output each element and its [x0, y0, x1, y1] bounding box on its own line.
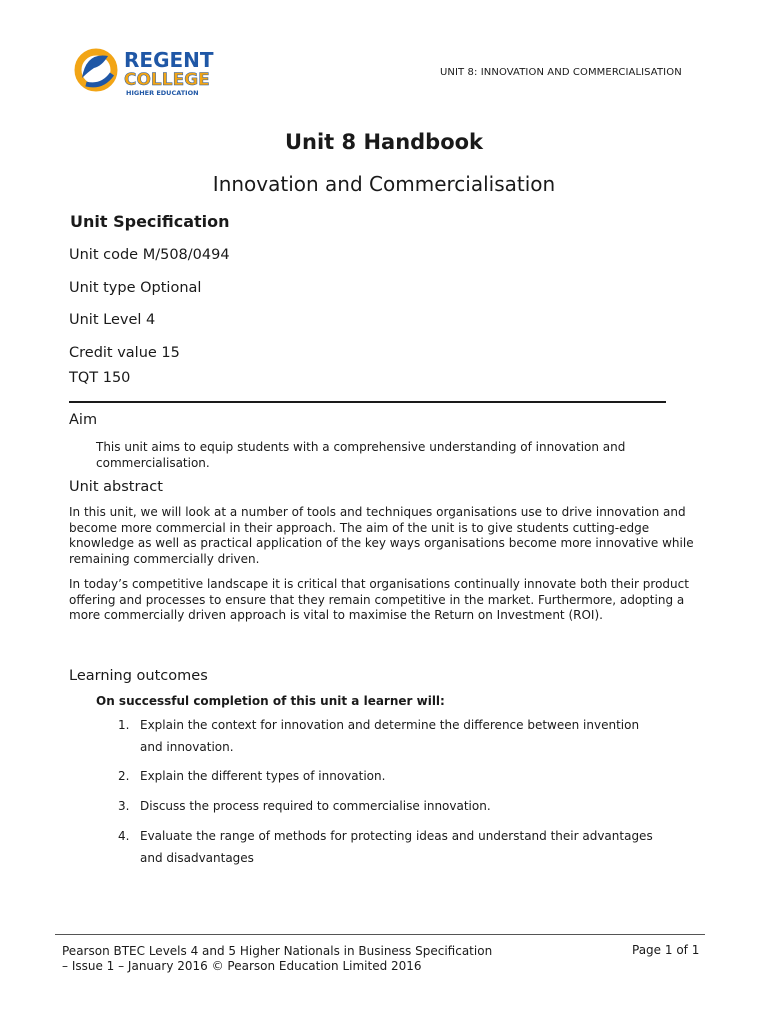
learning-outcome-2 — [118, 765, 698, 787]
tqt: TQT 150 — [69, 370, 131, 386]
credit-value: Credit value 15 — [69, 345, 180, 361]
logo-name2: COLLEGE — [124, 70, 210, 90]
outcome-number: 4. — [118, 829, 130, 843]
unit-specification-heading: Unit Specification — [70, 212, 230, 231]
unit-level: Unit Level 4 — [69, 312, 156, 328]
page-title: Unit 8 Handbook — [284, 130, 484, 154]
abstract-paragraph-1: In this unit, we will look at a number of tools and techniques organisations use to drive innovation and become more commercial in their approach. The aim of the unit is to give students cutting-edge knowledge as well as practical application of the key ways organisations become more innovative while remaining commercially driven. — [69, 505, 694, 566]
page-subtitle: Innovation and Commercialisation — [212, 172, 556, 196]
abstract-paragraph-2: In today’s competitive landscape it is critical that organisations continually innovate both their product offering and processes to ensure that they remain competitive in the market. Furthermore, adopting a more commercially driven approach is vital to maximise the Return on Investment (ROI). — [69, 577, 689, 622]
learning-outcome-3 — [118, 795, 698, 817]
page-number: Page 1 of 1 — [632, 943, 700, 957]
learning-outcome-1 — [118, 714, 698, 758]
running-header: UNIT 8: INNOVATION AND COMMERCIALISATION — [440, 67, 682, 78]
unit-type: Unit type Optional — [69, 280, 202, 296]
abstract-heading: Unit abstract — [69, 479, 163, 495]
logo-mark-icon — [72, 44, 242, 100]
aim-heading: Aim — [69, 412, 98, 428]
footer-divider — [55, 934, 705, 935]
regent-college-logo — [72, 44, 242, 100]
learning-outcomes-intro: On successful completion of this unit a learner will: — [96, 694, 445, 708]
outcome-text: Explain the different types of innovation. — [140, 769, 386, 783]
outcome-number: 3. — [118, 799, 130, 813]
footer-line-2: – Issue 1 – January 2016 © Pearson Education Limited 2016 — [62, 959, 422, 973]
section-divider — [69, 401, 666, 403]
outcome-text: Explain the context for innovation and determine the difference between invention — [140, 718, 640, 732]
outcome-text-cont: and innovation. — [140, 740, 234, 754]
outcome-number: 2. — [118, 769, 130, 783]
aim-text: This unit aims to equip students with a comprehensive understanding of innovation and commercialisation. — [96, 440, 626, 470]
logo-name: REGENT — [124, 48, 214, 72]
outcome-text: Evaluate the range of methods for protecting ideas and understand their advantages — [140, 829, 653, 843]
learning-outcomes-heading: Learning outcomes — [69, 668, 208, 684]
footer-line-1: Pearson BTEC Levels 4 and 5 Higher Nationals in Business Specification — [62, 944, 493, 958]
outcome-number: 1. — [118, 718, 130, 732]
outcome-text: Discuss the process required to commercialise innovation. — [140, 799, 491, 813]
footer-text — [62, 944, 582, 974]
learning-outcome-4 — [118, 825, 698, 869]
outcome-text-cont: and disadvantages — [140, 851, 254, 865]
unit-code: Unit code M/508/0494 — [69, 247, 230, 263]
logo-tagline: HIGHER EDUCATION — [126, 89, 199, 97]
